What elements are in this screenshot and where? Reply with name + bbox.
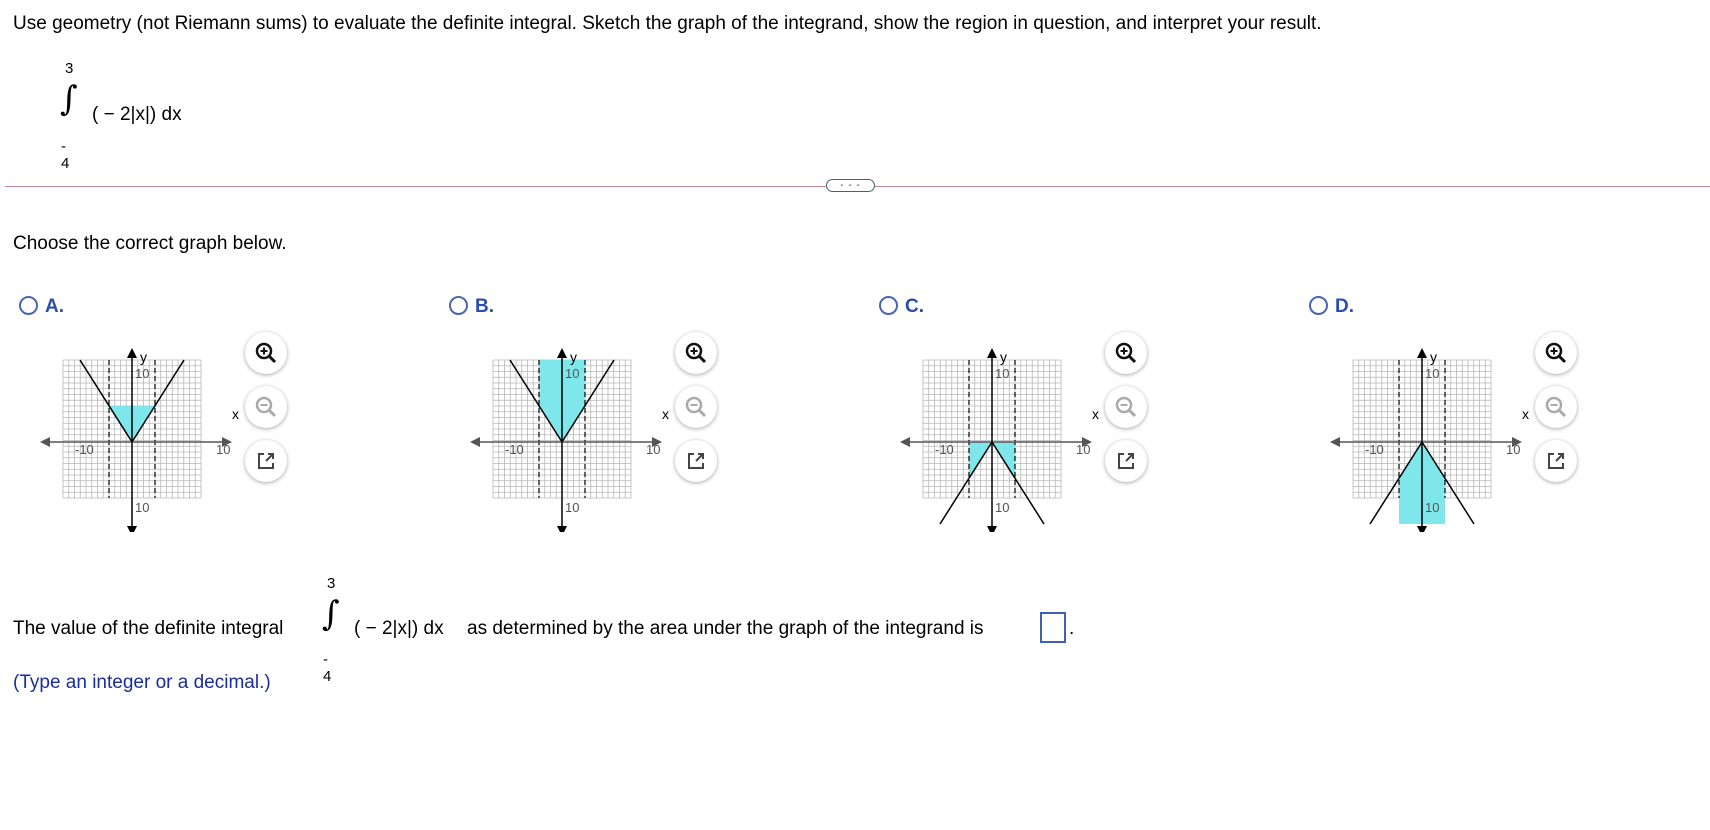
option-b-label[interactable]: B. [475,296,494,317]
open-new-window-button[interactable] [1105,440,1147,482]
zoom-out-icon [253,394,279,420]
option-d[interactable] [1305,296,1605,556]
option-c[interactable] [875,296,1175,556]
open-new-window-button[interactable] [675,440,717,482]
integral-sign: ∫ [322,594,340,634]
x-tick-pos: 10 [646,442,661,457]
x-tick-pos: 10 [1076,442,1091,457]
integral-upper-limit: 3 [327,575,336,592]
answer-suffix: as determined by the area under the graph of the integrand is [467,618,984,639]
x-tick-pos: 10 [216,442,231,457]
y-tick-neg: 10 [565,500,580,515]
y-axis-label: y [1430,349,1437,365]
x-axis-label: x [662,406,669,422]
zoom-out-button[interactable] [1535,386,1577,428]
x-axis-label: x [232,406,239,422]
x-tick-neg: -10 [935,442,954,457]
y-tick-neg: 10 [135,500,150,515]
open-new-window-icon [254,449,278,473]
option-d-graph [1330,332,1530,532]
y-tick-pos: 10 [565,366,580,381]
zoom-in-icon [1543,340,1569,366]
x-tick-pos: 10 [1506,442,1521,457]
zoom-out-button[interactable] [245,386,287,428]
y-tick-pos: 10 [1425,366,1440,381]
option-c-label[interactable]: C. [905,296,924,317]
option-b-radio[interactable] [449,296,468,315]
x-axis-label: x [1092,406,1099,422]
y-tick-neg: 10 [995,500,1010,515]
zoom-in-button[interactable] [245,332,287,374]
zoom-in-button[interactable] [675,332,717,374]
choose-graph-prompt: Choose the correct graph below. [13,233,287,254]
y-tick-pos: 10 [995,366,1010,381]
x-tick-neg: -10 [75,442,94,457]
zoom-out-icon [683,394,709,420]
open-new-window-button[interactable] [1535,440,1577,482]
x-axis-label: x [1522,406,1529,422]
answer-hint: (Type an integer or a decimal.) [13,672,271,693]
y-tick-neg: 10 [1425,500,1440,515]
x-tick-neg: -10 [505,442,524,457]
option-b[interactable] [445,296,745,556]
integral-upper-limit: 3 [65,60,74,77]
y-axis-label: y [1000,349,1007,365]
option-d-radio[interactable] [1309,296,1328,315]
integral-lower-limit: - 4 [61,138,70,172]
option-c-radio[interactable] [879,296,898,315]
zoom-out-button[interactable] [675,386,717,428]
question-instructions: Use geometry (not Riemann sums) to evaluate the definite integral. Sketch the graph of the integrand, show the region in question, and interpret your result. [13,13,1322,34]
integrand-expression: ( − 2|x|) dx [354,618,444,639]
x-tick-neg: -10 [1365,442,1384,457]
integral-lower-limit: - 4 [323,651,332,685]
zoom-in-icon [1113,340,1139,366]
option-a-label[interactable]: A. [45,296,64,317]
option-a-graph [40,332,240,532]
option-c-graph [900,332,1100,532]
option-a-radio[interactable] [19,296,38,315]
open-new-window-icon [684,449,708,473]
y-tick-pos: 10 [135,366,150,381]
zoom-in-button[interactable] [1535,332,1577,374]
expand-label: - - - [840,179,861,191]
integral-sign: ∫ [60,79,78,119]
zoom-in-icon [253,340,279,366]
y-axis-label: y [140,349,147,365]
expand-button[interactable] [826,179,875,192]
open-new-window-icon [1114,449,1138,473]
option-d-label[interactable]: D. [1335,296,1354,317]
zoom-out-button[interactable] [1105,386,1147,428]
y-axis-label: y [570,349,577,365]
answer-input[interactable] [1040,612,1066,643]
option-b-graph [470,332,670,532]
zoom-out-icon [1543,394,1569,420]
zoom-out-icon [1113,394,1139,420]
answer-text: The value of the definite integral [13,618,284,639]
option-a[interactable] [15,296,315,556]
integrand-expression: ( − 2|x|) dx [92,104,182,125]
open-new-window-button[interactable] [245,440,287,482]
zoom-in-button[interactable] [1105,332,1147,374]
zoom-in-icon [683,340,709,366]
answer-period: . [1069,618,1075,639]
open-new-window-icon [1544,449,1568,473]
